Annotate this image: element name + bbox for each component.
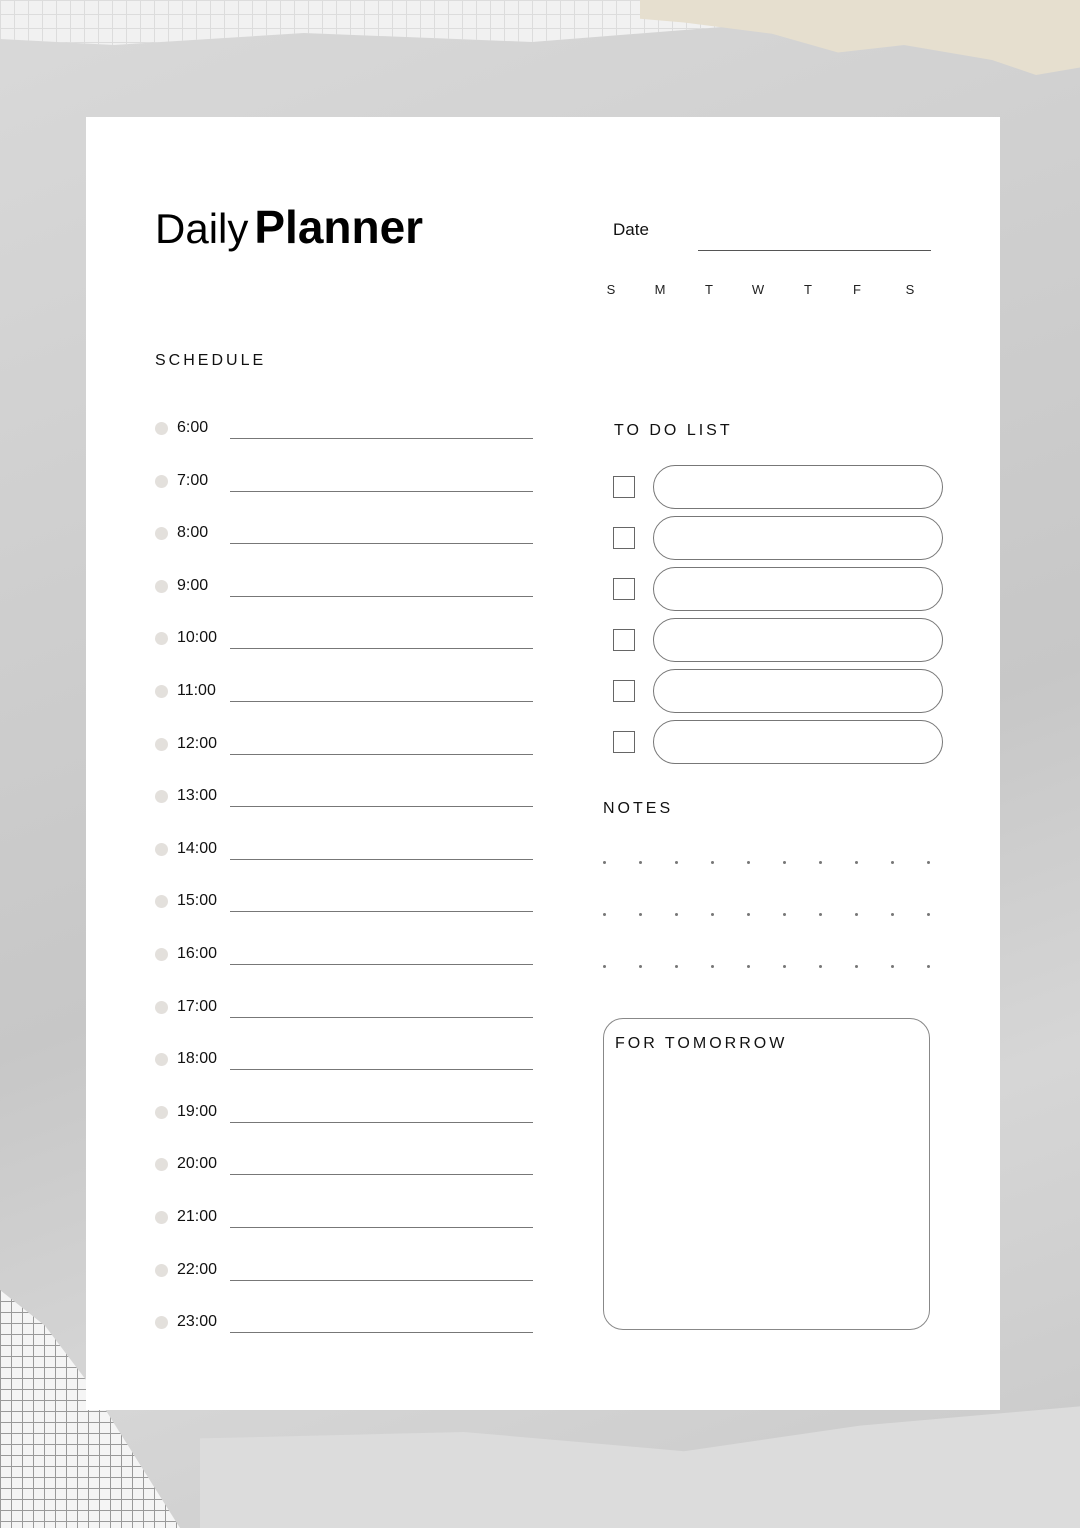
notes-dot — [783, 861, 786, 864]
schedule-time: 13:00 — [177, 787, 218, 805]
schedule-time: 22:00 — [177, 1260, 218, 1278]
notes-dot — [675, 913, 678, 916]
schedule-row — [155, 681, 533, 705]
schedule-row — [155, 944, 533, 968]
notes-dot-grid[interactable] — [603, 861, 933, 981]
notes-dot — [747, 861, 750, 864]
schedule-entry-line[interactable] — [230, 701, 533, 702]
schedule-bullet — [155, 1316, 168, 1329]
schedule-bullet — [155, 475, 168, 488]
todo-item — [613, 567, 944, 611]
todo-checkbox[interactable] — [613, 680, 635, 702]
schedule-row — [155, 1049, 533, 1073]
schedule-entry-line[interactable] — [230, 1122, 533, 1123]
todo-item — [613, 669, 944, 713]
schedule-entry-line[interactable] — [230, 1280, 533, 1281]
todo-text-field[interactable] — [653, 618, 943, 662]
notes-dot — [819, 965, 822, 968]
todo-label: TO DO LIST — [614, 422, 733, 439]
todo-checkbox[interactable] — [613, 731, 635, 753]
schedule-entry-line[interactable] — [230, 543, 533, 544]
schedule-entry-line[interactable] — [230, 1332, 533, 1333]
notes-dot — [603, 913, 606, 916]
title-bold: Planner — [254, 201, 424, 253]
schedule-bullet — [155, 895, 168, 908]
schedule-time: 21:00 — [177, 1208, 218, 1225]
notes-dot — [675, 965, 678, 968]
schedule-bullet — [155, 422, 168, 435]
notes-dot — [819, 913, 822, 916]
schedule-bullet — [155, 948, 168, 961]
schedule-row — [155, 471, 533, 495]
schedule-time: 11:00 — [177, 682, 216, 699]
weekday-0[interactable]: S — [606, 282, 616, 297]
schedule-entry-line[interactable] — [230, 596, 533, 597]
weekday-2[interactable]: T — [705, 282, 713, 297]
schedule-row — [155, 628, 533, 652]
notes-dot — [927, 965, 930, 968]
schedule-entry-line[interactable] — [230, 491, 533, 492]
date-field-line[interactable] — [698, 250, 931, 251]
schedule-row — [155, 1207, 533, 1231]
notes-dot — [855, 861, 858, 864]
schedule-time: 23:00 — [177, 1313, 218, 1331]
todo-text-field[interactable] — [653, 720, 943, 764]
schedule-bullet — [155, 632, 168, 645]
schedule-entry-line[interactable] — [230, 648, 533, 649]
schedule-row — [155, 839, 533, 863]
todo-text-field[interactable] — [653, 516, 943, 560]
schedule-row — [155, 734, 533, 758]
schedule-entry-line[interactable] — [230, 1017, 533, 1018]
schedule-time: 20:00 — [177, 1155, 218, 1173]
planner-sheet — [86, 117, 1000, 1410]
todo-item — [613, 618, 944, 662]
notes-dot — [891, 913, 894, 916]
weekday-5[interactable]: F — [853, 282, 861, 297]
schedule-entry-line[interactable] — [230, 859, 533, 860]
notes-dot — [603, 861, 606, 864]
notes-dot — [711, 861, 714, 864]
schedule-entry-line[interactable] — [230, 1069, 533, 1070]
schedule-row — [155, 997, 533, 1021]
schedule-bullet — [155, 1264, 168, 1277]
planner-title — [155, 200, 423, 254]
todo-item — [613, 465, 944, 509]
notes-dot — [711, 913, 714, 916]
schedule-time: 10:00 — [177, 629, 218, 647]
schedule-bullet — [155, 843, 168, 856]
notes-dot — [639, 913, 642, 916]
weekday-4[interactable]: T — [804, 282, 812, 297]
schedule-time: 17:00 — [177, 997, 218, 1015]
schedule-entry-line[interactable] — [230, 754, 533, 755]
schedule-bullet — [155, 1001, 168, 1014]
schedule-entry-line[interactable] — [230, 911, 533, 912]
schedule-row — [155, 1260, 533, 1284]
notes-dot — [891, 965, 894, 968]
todo-item — [613, 516, 944, 560]
weekday-1[interactable]: M — [654, 282, 666, 297]
notes-dot — [747, 965, 750, 968]
schedule-time: 16:00 — [177, 945, 218, 962]
notes-dot — [675, 861, 678, 864]
todo-item — [613, 720, 944, 764]
schedule-time: 9:00 — [177, 576, 209, 594]
schedule-label: SCHEDULE — [155, 352, 267, 369]
todo-text-field[interactable] — [653, 669, 943, 713]
schedule-row — [155, 418, 533, 442]
notes-dot — [639, 861, 642, 864]
notes-dot — [711, 965, 714, 968]
notes-dot — [855, 913, 858, 916]
for-tomorrow-label: FOR TOMORROW — [615, 1035, 788, 1052]
schedule-entry-line[interactable] — [230, 438, 533, 439]
schedule-row — [155, 891, 533, 915]
notes-dot — [891, 861, 894, 864]
schedule-row — [155, 786, 533, 810]
weekday-3[interactable]: W — [751, 282, 765, 297]
schedule-row — [155, 1312, 533, 1336]
notes-label: NOTES — [603, 800, 674, 817]
for-tomorrow-box[interactable] — [603, 1018, 930, 1330]
schedule-entry-line[interactable] — [230, 1227, 533, 1228]
schedule-bullet — [155, 580, 168, 593]
notes-dot — [927, 861, 930, 864]
todo-checkbox[interactable] — [613, 527, 635, 549]
todo-checkbox[interactable] — [613, 578, 635, 600]
schedule-bullet — [155, 527, 168, 540]
schedule-entry-line[interactable] — [230, 1174, 533, 1175]
notes-dot — [927, 913, 930, 916]
todo-text-field[interactable] — [653, 465, 943, 509]
schedule-entry-line[interactable] — [230, 964, 533, 965]
schedule-time: 7:00 — [177, 471, 209, 489]
schedule-row — [155, 1154, 533, 1178]
todo-checkbox[interactable] — [613, 629, 635, 651]
schedule-row — [155, 1102, 533, 1126]
schedule-bullet — [155, 790, 168, 803]
notes-dot — [639, 965, 642, 968]
schedule-time: 19:00 — [177, 1102, 218, 1120]
schedule-bullet — [155, 1158, 168, 1171]
notes-dot — [783, 965, 786, 968]
schedule-time: 8:00 — [177, 524, 209, 542]
notes-dot — [783, 913, 786, 916]
torn-paper-bottom — [200, 1400, 1080, 1528]
date-label: Date — [613, 220, 649, 239]
newsprint-scrap — [640, 0, 1080, 75]
schedule-time: 14:00 — [177, 839, 218, 857]
notes-dot — [855, 965, 858, 968]
weekday-row — [86, 282, 1000, 302]
schedule-time: 18:00 — [177, 1050, 218, 1068]
schedule-time: 12:00 — [177, 734, 218, 752]
todo-text-field[interactable] — [653, 567, 943, 611]
schedule-time: 15:00 — [177, 892, 218, 910]
schedule-bullet — [155, 1053, 168, 1066]
schedule-bullet — [155, 685, 168, 698]
notes-dot — [747, 913, 750, 916]
todo-checkbox[interactable] — [613, 476, 635, 498]
schedule-bullet — [155, 1211, 168, 1224]
schedule-bullet — [155, 1106, 168, 1119]
notes-dot — [603, 965, 606, 968]
schedule-time: 6:00 — [177, 419, 209, 436]
weekday-6[interactable]: S — [905, 282, 915, 297]
title-light: Daily — [155, 205, 249, 252]
schedule-row — [155, 576, 533, 600]
schedule-bullet — [155, 738, 168, 751]
schedule-entry-line[interactable] — [230, 806, 533, 807]
schedule-row — [155, 523, 533, 547]
notes-dot — [819, 861, 822, 864]
